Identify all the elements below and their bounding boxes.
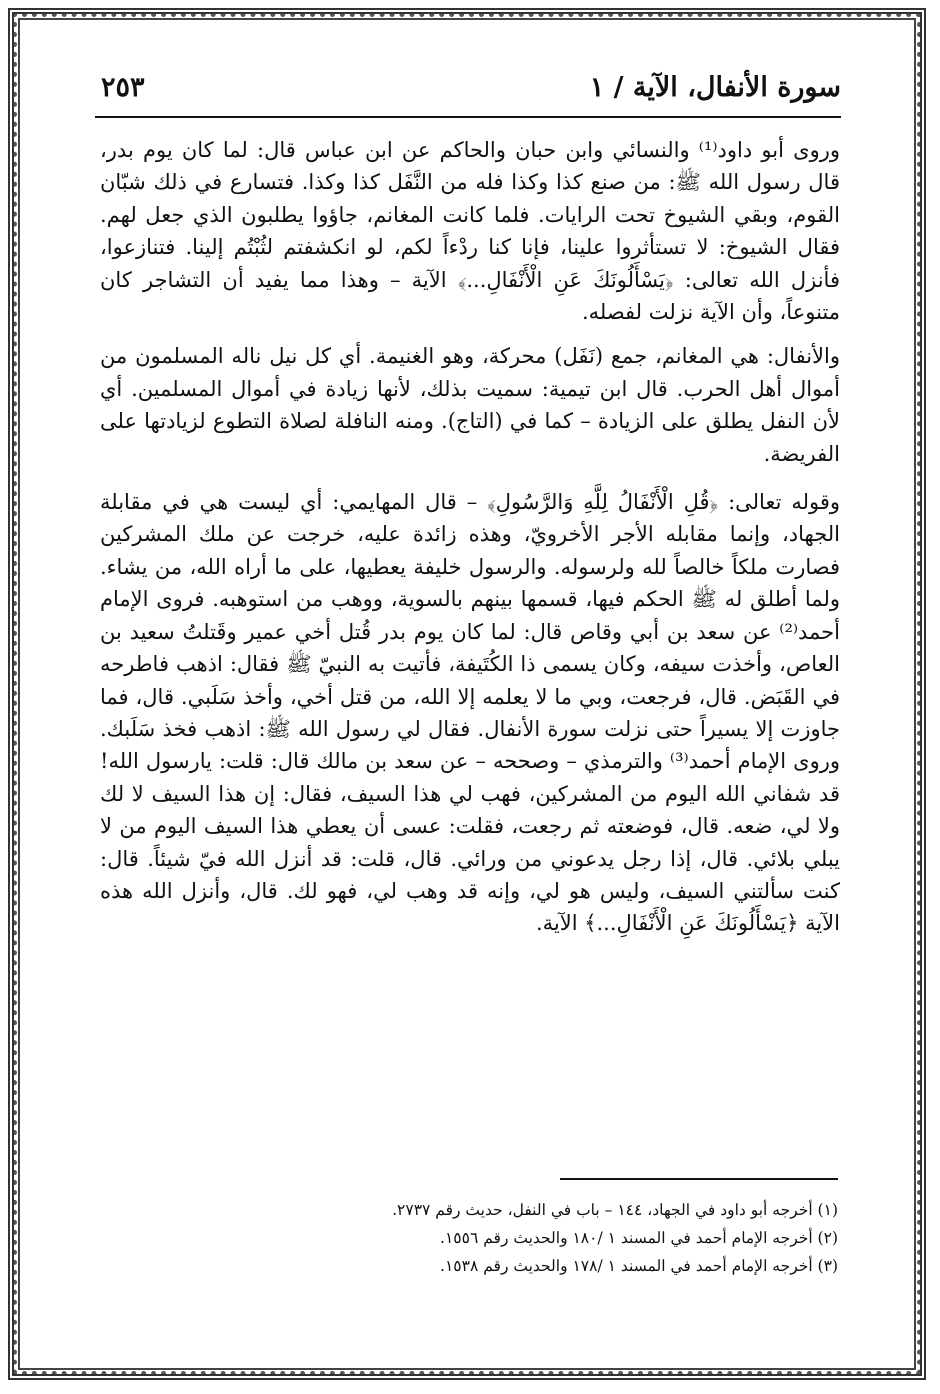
footnote-2: (٢) أخرجه الإمام أحمد في المسند ١ /١٨٠ والحديث رقم ١٥٥٦. — [440, 1229, 838, 1247]
running-title: سورة الأنفال، الآية / ١ — [589, 72, 841, 103]
header-rule — [95, 116, 841, 118]
main-text — [100, 134, 840, 956]
paragraph-verse-commentary: وقوله تعالى: ﴿قُلِ الْأَنْفَالُ لِلَّهِ وَالرَّسُولِ﴾ – قال المهايمي: أي ليست هي في مقابلة الجهاد، وإنما مقابله الأجر الأخرويّ، وهذه زائدة عليه، خرجت عن ملك المشركين فصارت ملكاً خالصاً لله ولرسوله. والرسول خليفة يعطيها، على ما أراه الله، من يشاء. ولما أطلق له ﷺ الحكم فيها، قسمها بينهم بالسوية، ووهب من استوهبه. فروى الإمام أحمد⁽²⁾ عن سعد بن أبي وقاص قال: لما كان يوم بدر قُتل أخي عمير وقَتلتُ سعيد بن العاص، وأخذت سيفه، وكان يسمى ذا الكُتَيفة، فأتيت به النبيّ ﷺ فقال: اذهب فاطرحه في القَبَض. قال، فرجعت، وبي ما لا يعلمه إلا الله، من قتل أخي، وأخذ سَلَبي. قال، فما جاوزت إلا يسيراً حتى نزلت سورة الأنفال. فقال لي رسول الله ﷺ: اذهب فخذ سَلَبك. وروى الإمام أحمد⁽³⁾ والترمذي – وصححه – عن سعد بن مالك قال: قلت: يارسول الله! قد شفاني الله اليوم من المشركين، فهب لي هذا السيف، فقال: إن هذا السيف لا لك ولا لي، ضعه. قال، فوضعته ثم رجعت، فقلت: عسى أن يعطي هذا السيف اليوم من لا يبلي بلائي. قال، إذا رجل يدعوني من ورائي. قال، قلت: قد أنزل الله فيّ شيئاً. قال: كنت سألتني السيف، وليس هو لي، وإنه قد وهب لي، فهو لك. قال، وأنزل الله هذه الآية ﴿يَسْأَلُونَكَ عَنِ الْأَنْفَالِ...﴾ الآية. — [100, 490, 841, 936]
footnotes — [100, 1196, 838, 1280]
paragraph-hadith-badr: وروى أبو داود⁽¹⁾ والنسائي وابن حبان والحاكم عن ابن عباس قال: لما كان يوم بدر، قال رسول الله ﷺ: من صنع كذا وكذا فله من النَّفَل كذا وكذا. فتسارع في ذلك شبّان القوم، وبقي الشيوخ تحت الرايات. فلما كانت المغانم، جاؤوا يطلبون الذي جعل لهم. فقال الشيوخ: لا تستأثروا علينا، فإنا كنا ردْءاً لكم، لو انكشفتم لثُبْتُم إلينا. فتنازعوا، فأنزل الله تعالى: ﴿يَسْأَلُونَكَ عَنِ الْأَنْفَالِ...﴾ الآية – وهذا مما يفيد أن التشاجر كان متنوعاً، وأن الآية نزلت لفصله. — [100, 138, 840, 325]
footnote-rule — [560, 1178, 838, 1180]
footnote-1: (١) أخرجه أبو داود في الجهاد، ١٤٤ – باب في النفل، حديث رقم ٢٧٣٧. — [392, 1201, 838, 1219]
page-header — [95, 72, 841, 112]
footnote-3: (٣) أخرجه الإمام أحمد في المسند ١ /١٧٨ والحديث رقم ١٥٣٨. — [440, 1257, 838, 1275]
paragraph-anfal-definition: والأنفال: هي المغانم، جمع (نَفَل) محركة، وهو الغنيمة. أي كل نيل ناله المسلمون من أموال أهل الحرب. قال ابن تيمية: سميت بذلك، لأنها زيادة في أموال المسلمين. أي لأن النفل يطلق على الزيادة – كما في (التاج). ومنه النافلة لصلاة التطوع لزيادتها على الفريضة. — [100, 344, 840, 466]
page-number: ٢٥٣ — [101, 72, 145, 103]
